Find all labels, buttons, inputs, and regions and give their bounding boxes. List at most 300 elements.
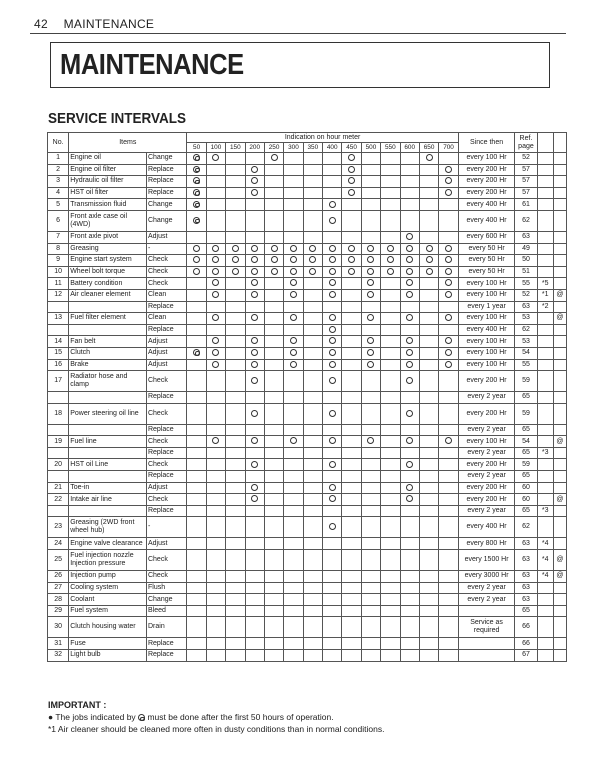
item-name: Intake air line — [69, 494, 147, 506]
table-row — [48, 243, 567, 255]
since-then: every 1500 Hr — [458, 550, 515, 571]
ref-page: 60 — [515, 482, 537, 494]
hour-cell — [400, 505, 419, 517]
hour-cell — [187, 505, 206, 517]
table-row — [48, 324, 567, 336]
table-row — [48, 347, 567, 359]
hour-cell — [419, 617, 438, 638]
hour-cell — [381, 210, 400, 231]
hour-cell — [400, 210, 419, 231]
circle-icon — [445, 361, 452, 368]
hour-cell — [303, 436, 322, 448]
item-name: Battery condition — [69, 278, 147, 290]
row-number: 5 — [48, 199, 69, 211]
ref-page: 59 — [515, 459, 537, 471]
hour-cell — [226, 505, 245, 517]
hour-cell — [187, 371, 206, 392]
hour-cell — [303, 482, 322, 494]
since-then: every 2 year — [458, 471, 515, 483]
row-number: 18 — [48, 403, 69, 424]
hour-cell — [245, 324, 264, 336]
hour-cell — [342, 571, 361, 583]
hour-cell — [439, 571, 459, 583]
row-number: 13 — [48, 313, 69, 325]
item-action: Drain — [146, 617, 186, 638]
hour-cell — [303, 289, 322, 301]
circle-icon — [329, 201, 336, 208]
hour-cell — [400, 313, 419, 325]
since-then: every 100 Hr — [458, 289, 515, 301]
circle-icon — [290, 361, 297, 368]
circle-icon — [212, 337, 219, 344]
header-section: MAINTENANCE — [63, 17, 155, 31]
hour-cell — [303, 571, 322, 583]
hour-cell — [206, 301, 225, 313]
hour-cell — [342, 313, 361, 325]
row-number: 30 — [48, 617, 69, 638]
double-circle-icon — [193, 189, 200, 196]
hour-cell — [361, 176, 380, 188]
hour-cell — [361, 313, 380, 325]
item-action: Check — [146, 278, 186, 290]
table-row — [48, 638, 567, 650]
item-action: Check — [146, 403, 186, 424]
hour-cell — [381, 371, 400, 392]
hour-cell — [400, 550, 419, 571]
row-at-mark — [553, 447, 566, 459]
hour-cell — [381, 403, 400, 424]
hour-cell — [264, 617, 283, 638]
hour-cell — [284, 255, 303, 267]
hour-cell — [226, 594, 245, 606]
hour-cell — [187, 164, 206, 176]
table-row — [48, 289, 567, 301]
circle-icon — [193, 245, 200, 252]
hour-cell — [206, 278, 225, 290]
hour-cell — [226, 459, 245, 471]
hour-cell — [206, 199, 225, 211]
row-at-mark — [553, 371, 566, 392]
hour-cell — [439, 459, 459, 471]
hour-cell — [419, 538, 438, 550]
hour-cell — [381, 313, 400, 325]
hour-cell — [303, 255, 322, 267]
item-action: Bleed — [146, 605, 186, 617]
since-then: every 2 year — [458, 392, 515, 404]
hour-cell — [303, 582, 322, 594]
row-at-mark — [553, 176, 566, 188]
circle-icon — [387, 256, 394, 263]
circle-icon — [329, 291, 336, 298]
hour-cell — [226, 153, 245, 165]
since-then: every 100 Hr — [458, 436, 515, 448]
hour-cell — [400, 436, 419, 448]
since-then: every 1 year — [458, 301, 515, 313]
circle-icon — [232, 245, 239, 252]
hour-cell — [361, 199, 380, 211]
hour-cell — [400, 447, 419, 459]
hour-cell — [439, 617, 459, 638]
hour-cell — [381, 594, 400, 606]
section-title: SERVICE INTERVALS — [48, 110, 187, 127]
row-at-mark: @ — [553, 289, 566, 301]
hour-cell — [323, 550, 342, 571]
row-note — [537, 255, 553, 267]
hour-cell — [381, 447, 400, 459]
hour-cell — [284, 278, 303, 290]
circle-icon — [271, 256, 278, 263]
hour-col-header: 250 — [264, 143, 283, 153]
since-then: every 600 Hr — [458, 231, 515, 243]
row-note — [537, 176, 553, 188]
hour-cell — [342, 594, 361, 606]
hour-cell — [264, 324, 283, 336]
row-number: 20 — [48, 459, 69, 471]
hour-cell — [187, 255, 206, 267]
hour-cell — [381, 582, 400, 594]
ref-page: 66 — [515, 638, 537, 650]
hour-cell — [303, 371, 322, 392]
hour-cell — [187, 459, 206, 471]
circle-icon — [251, 349, 258, 356]
hour-cell — [226, 403, 245, 424]
hour-cell — [323, 505, 342, 517]
hour-cell — [439, 471, 459, 483]
hour-cell — [323, 164, 342, 176]
hour-cell — [439, 359, 459, 371]
hour-cell — [245, 392, 264, 404]
hour-cell — [361, 582, 380, 594]
row-at-mark — [553, 617, 566, 638]
hour-cell — [419, 403, 438, 424]
row-at-mark: @ — [553, 494, 566, 506]
item-action: Check — [146, 571, 186, 583]
row-note — [537, 617, 553, 638]
hour-cell — [284, 187, 303, 199]
hour-cell — [284, 605, 303, 617]
circle-icon — [271, 245, 278, 252]
circle-icon — [445, 256, 452, 263]
hour-cell — [361, 210, 380, 231]
hour-cell — [187, 571, 206, 583]
circle-icon — [406, 314, 413, 321]
row-at-mark — [553, 359, 566, 371]
circle-icon — [212, 361, 219, 368]
row-at-mark — [553, 650, 566, 662]
hour-cell — [264, 459, 283, 471]
hour-cell — [323, 313, 342, 325]
table-row — [48, 164, 567, 176]
hour-cell — [419, 594, 438, 606]
ref-page: 53 — [515, 313, 537, 325]
hour-cell — [361, 266, 380, 278]
circle-icon — [290, 279, 297, 286]
hour-cell — [381, 505, 400, 517]
hour-cell — [439, 371, 459, 392]
hour-cell — [187, 582, 206, 594]
table-row — [48, 424, 567, 436]
hour-cell — [419, 424, 438, 436]
ref-page: 60 — [515, 494, 537, 506]
hour-cell — [264, 571, 283, 583]
hour-cell — [419, 605, 438, 617]
hour-cell — [381, 517, 400, 538]
hour-cell — [323, 347, 342, 359]
hour-cell — [400, 371, 419, 392]
hour-cell — [381, 424, 400, 436]
hour-cell — [381, 482, 400, 494]
since-then — [458, 638, 515, 650]
table-row — [48, 582, 567, 594]
hour-cell — [419, 582, 438, 594]
hour-cell — [342, 278, 361, 290]
hour-cell — [419, 210, 438, 231]
hour-cell — [342, 210, 361, 231]
hour-cell — [206, 153, 225, 165]
hour-cell — [245, 199, 264, 211]
row-at-mark: @ — [553, 550, 566, 571]
row-at-mark — [553, 471, 566, 483]
hour-cell — [206, 424, 225, 436]
circle-icon — [406, 437, 413, 444]
table-row — [48, 436, 567, 448]
hour-cell — [419, 650, 438, 662]
hour-cell — [323, 424, 342, 436]
hour-cell — [381, 392, 400, 404]
hour-cell — [419, 266, 438, 278]
row-note — [537, 471, 553, 483]
hour-cell — [264, 582, 283, 594]
circle-icon — [367, 349, 374, 356]
col-ref: Ref. page — [515, 133, 537, 153]
hour-cell — [400, 164, 419, 176]
hour-cell — [206, 313, 225, 325]
circle-icon — [406, 495, 413, 502]
hour-cell — [323, 243, 342, 255]
hour-cell — [226, 482, 245, 494]
hour-cell — [206, 289, 225, 301]
hour-cell — [264, 482, 283, 494]
hour-cell — [439, 638, 459, 650]
circle-icon — [290, 349, 297, 356]
circle-icon — [329, 410, 336, 417]
since-then: every 100 Hr — [458, 153, 515, 165]
hour-cell — [381, 459, 400, 471]
hour-cell — [323, 459, 342, 471]
hour-cell — [226, 605, 245, 617]
row-note — [537, 313, 553, 325]
item-action: Replace — [146, 447, 186, 459]
since-then: every 200 Hr — [458, 164, 515, 176]
hour-cell — [264, 278, 283, 290]
circle-icon — [251, 361, 258, 368]
row-number: 31 — [48, 638, 69, 650]
ref-page: 63 — [515, 582, 537, 594]
table-row — [48, 392, 567, 404]
hour-cell — [439, 199, 459, 211]
hour-cell — [226, 538, 245, 550]
hour-cell — [187, 447, 206, 459]
item-name: Cooling system — [69, 582, 147, 594]
hour-cell — [419, 231, 438, 243]
hour-cell — [206, 266, 225, 278]
circle-icon — [348, 256, 355, 263]
table-row — [48, 199, 567, 211]
hour-cell — [284, 571, 303, 583]
circle-icon — [251, 314, 258, 321]
hour-cell — [206, 359, 225, 371]
important-note-2: *1 Air cleaner should be cleaned more often in dusty conditions than in normal conditions. — [48, 724, 385, 734]
hour-cell — [245, 550, 264, 571]
hour-cell — [342, 459, 361, 471]
circle-icon — [329, 377, 336, 384]
item-name: Coolant — [69, 594, 147, 606]
item-action: Replace — [146, 650, 186, 662]
hour-cell — [245, 482, 264, 494]
hour-cell — [419, 471, 438, 483]
hour-cell — [419, 371, 438, 392]
ref-page: 57 — [515, 176, 537, 188]
hour-col-header: 450 — [342, 143, 361, 153]
hour-cell — [400, 176, 419, 188]
hour-cell — [342, 187, 361, 199]
row-note: *2 — [537, 301, 553, 313]
hour-cell — [264, 243, 283, 255]
hour-cell — [439, 494, 459, 506]
hour-cell — [187, 313, 206, 325]
hour-cell — [187, 324, 206, 336]
hour-cell — [342, 336, 361, 348]
row-at-mark: @ — [553, 436, 566, 448]
item-action: Change — [146, 199, 186, 211]
ref-page: 51 — [515, 266, 537, 278]
hour-cell — [187, 231, 206, 243]
row-note — [537, 403, 553, 424]
ref-page: 66 — [515, 617, 537, 638]
hour-cell — [400, 482, 419, 494]
hour-cell — [381, 538, 400, 550]
item-action: Check — [146, 255, 186, 267]
circle-icon — [426, 154, 433, 161]
circle-icon — [309, 256, 316, 263]
row-at-mark: @ — [553, 571, 566, 583]
table-row — [48, 210, 567, 231]
hour-cell — [187, 650, 206, 662]
hour-cell — [419, 494, 438, 506]
hour-cell — [419, 336, 438, 348]
hour-cell — [342, 550, 361, 571]
hour-cell — [206, 347, 225, 359]
circle-icon — [387, 268, 394, 275]
ref-page: 63 — [515, 550, 537, 571]
hour-cell — [245, 494, 264, 506]
hour-cell — [264, 153, 283, 165]
hour-cell — [439, 255, 459, 267]
hour-cell — [264, 392, 283, 404]
hour-cell — [419, 392, 438, 404]
hour-cell — [187, 638, 206, 650]
hour-cell — [400, 301, 419, 313]
table-row — [48, 538, 567, 550]
hour-cell — [226, 494, 245, 506]
since-then: every 50 Hr — [458, 266, 515, 278]
item-action: Check — [146, 550, 186, 571]
hour-cell — [381, 617, 400, 638]
double-circle-icon — [193, 177, 200, 184]
hour-cell — [206, 505, 225, 517]
ref-page: 65 — [515, 471, 537, 483]
hour-cell — [303, 550, 322, 571]
hour-cell — [206, 650, 225, 662]
hour-cell — [342, 176, 361, 188]
hour-cell — [400, 605, 419, 617]
circle-icon — [329, 256, 336, 263]
hour-cell — [419, 187, 438, 199]
hour-cell — [303, 176, 322, 188]
hour-cell — [381, 164, 400, 176]
hour-cell — [323, 650, 342, 662]
hour-cell — [245, 359, 264, 371]
circle-icon — [445, 245, 452, 252]
hour-cell — [245, 605, 264, 617]
hour-cell — [206, 324, 225, 336]
hour-col-header: 600 — [400, 143, 419, 153]
hour-cell — [226, 471, 245, 483]
hour-cell — [284, 517, 303, 538]
hour-cell — [342, 582, 361, 594]
circle-icon — [251, 495, 258, 502]
item-name: Brake — [69, 359, 147, 371]
circle-icon — [251, 437, 258, 444]
ref-page: 67 — [515, 650, 537, 662]
hour-cell — [206, 164, 225, 176]
row-note: *4 — [537, 571, 553, 583]
hour-cell — [361, 571, 380, 583]
hour-cell — [284, 164, 303, 176]
hour-cell — [284, 494, 303, 506]
hour-cell — [245, 571, 264, 583]
row-number — [48, 424, 69, 436]
hour-cell — [226, 424, 245, 436]
item-name — [69, 471, 147, 483]
row-note — [537, 266, 553, 278]
note-1-post: must be done after the first 50 hours of operation. — [147, 712, 334, 722]
item-action: Check — [146, 371, 186, 392]
hour-cell — [303, 210, 322, 231]
hour-cell — [419, 638, 438, 650]
since-then: every 100 Hr — [458, 313, 515, 325]
ref-page: 61 — [515, 199, 537, 211]
item-action: Clean — [146, 313, 186, 325]
item-action: Replace — [146, 164, 186, 176]
hour-cell — [264, 289, 283, 301]
since-then: every 200 Hr — [458, 494, 515, 506]
hour-cell — [342, 650, 361, 662]
row-at-mark — [553, 255, 566, 267]
hour-cell — [264, 210, 283, 231]
since-then — [458, 650, 515, 662]
hour-cell — [419, 164, 438, 176]
hour-cell — [342, 482, 361, 494]
hour-cell — [264, 266, 283, 278]
circle-icon — [251, 377, 258, 384]
hour-cell — [361, 447, 380, 459]
hour-cell — [284, 392, 303, 404]
hour-cell — [323, 289, 342, 301]
hour-cell — [303, 638, 322, 650]
hour-cell — [303, 153, 322, 165]
hour-cell — [342, 289, 361, 301]
